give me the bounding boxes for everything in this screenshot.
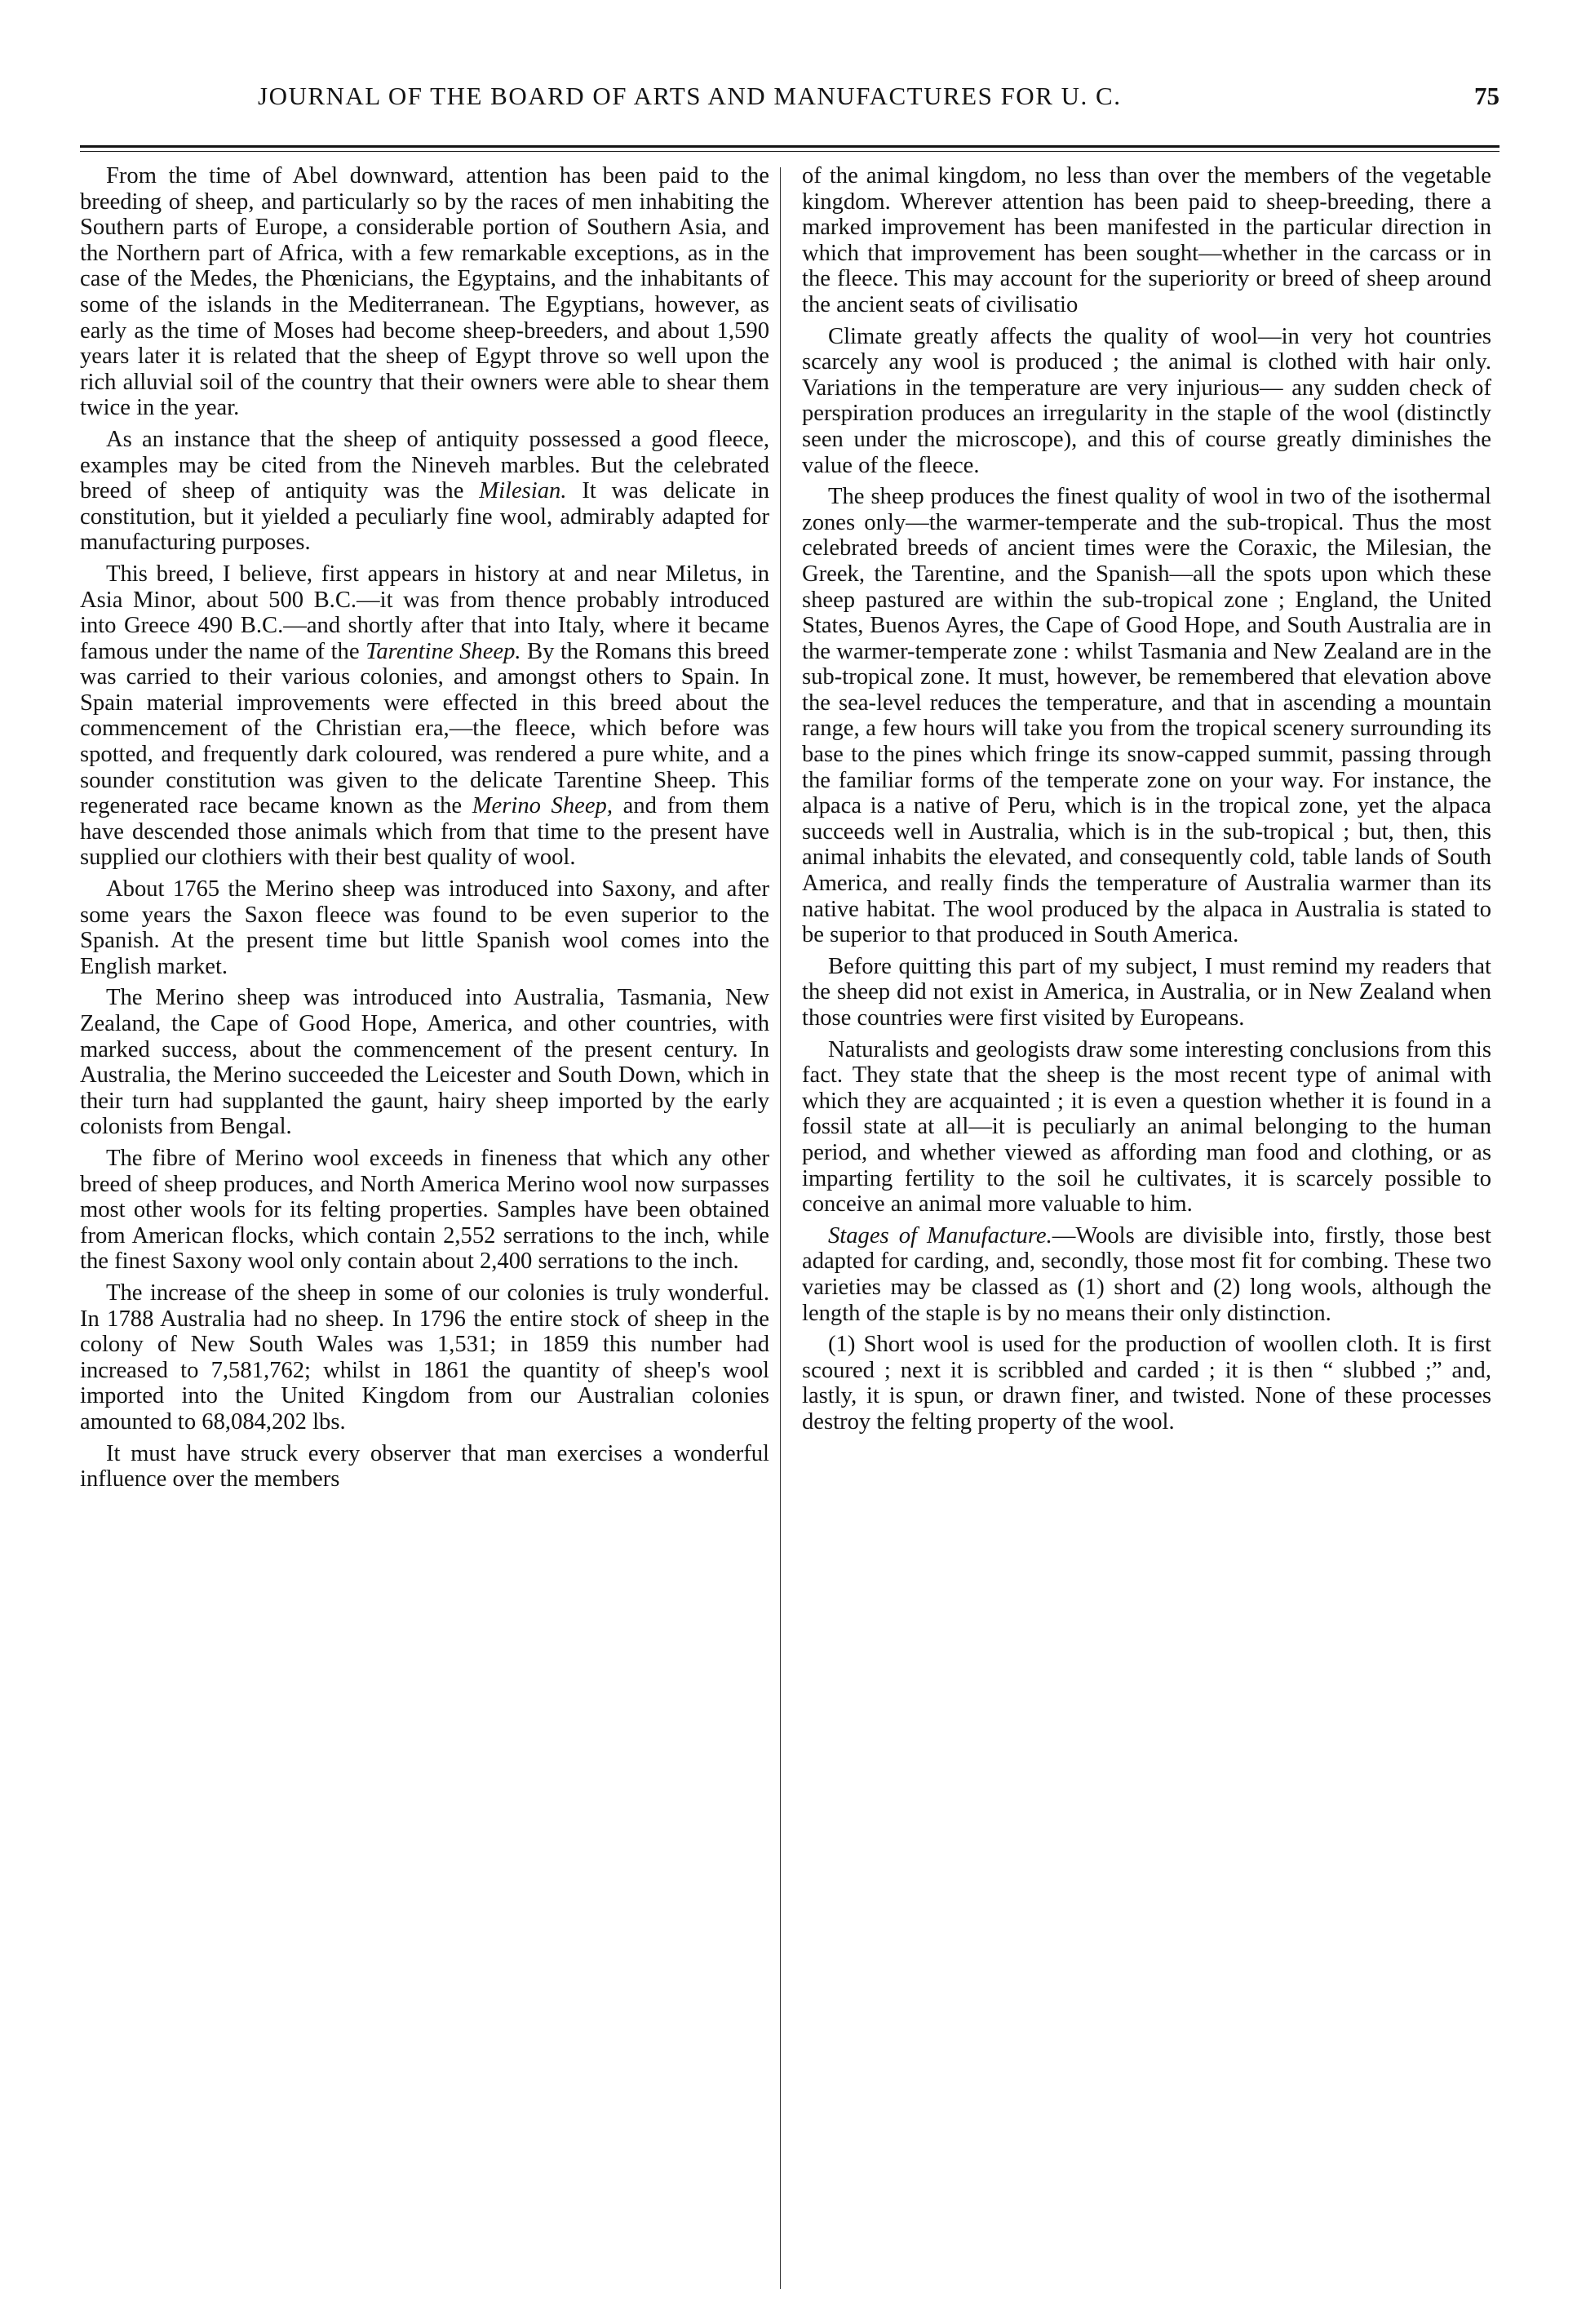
paragraph: From the time of Abel downward, attention has been paid to the breeding of sheep, and particularly so by the races of men inhabiting the Southern parts of Europe, a considerable portion of Southern Asia, and the Northern part of Africa, with a few remarkable exceptions, as in the case of the Medes, the Phœnicians, the Egyptains, and the inhabitants of some of the islands in the Mediterranean. The Egyptians, however, as early as the time of Moses had become sheep-breeders, and about 1,590 years later it is related that the sheep of Egypt throve so well upon the rich alluvial soil of the country that their owners were able to shear them twice in the year. [80,163,769,421]
page-number: 75 [1474,82,1499,110]
paragraph: The increase of the sheep in some of our colonies is truly wonderful. In 1788 Australia had no sheep. In 1796 the entire stock of sheep in the colony of New South Wales was 1,531; in 1859 this number had increased to 7,581,762; whilst in 1861 the quantity of sheep's wool imported into the United Kingdom from our Australian colonies amounted to 68,084,202 lbs. [80,1280,769,1435]
paragraph: The Merino sheep was introduced into Australia, Tasmania, New Zealand, the Cape of Good Hope, America, and other countries, with marked success, about the commencement of the present century. In Australia, the Merino succeeded the Leicester and South Down, which in their turn had supplanted the gaunt, hairy sheep imported by the early colonists from Bengal. [80,985,769,1140]
paragraph: About 1765 the Merino sheep was introduced into Saxony, and after some years the Saxon fleece was found to be even superior to the Spanish. At the present time but little Spanish wool comes into the English market. [80,876,769,979]
paragraph: As an instance that the sheep of antiquity possessed a good fleece, examples may be cited from the Nineveh marbles. But the celebrated breed of sheep of antiquity was the Milesian. It was delicate in constitution, but it yielded a peculiarly fine wool, admirably adapted for manufacturing purposes. [80,426,769,556]
paragraph: It must have struck every observer that man exercises a wonderful influence over the members [80,1440,769,1492]
journal-title: JOURNAL OF THE BOARD OF ARTS AND MANUFACTURES FOR U. C. [258,82,1122,110]
paragraph: The sheep produces the finest quality of wool in two of the isothermal zones only—the warmer-temperate and the sub-tropical. Thus the most celebrated breeds of ancient times were the Coraxic, the Milesian, the Greek, the Tarentine, and the Spanish—all the spots upon which these sheep pastured are within the sub-tropical zone ; England, the United States, Buenos Ayres, the Cape of Good Hope, and South Australia are in the warmer-temperate zone : whilst Tasmania and New Zealand are in the sub-tropical zone. It must, however, be remembered that elevation above the sea-level reduces the temperature, and that in ascending a mountain range, a few hours will take you from the tropical scenery surrounding its base to the pines which fringe its snow-capped summit, passing through the familiar forms of the temperate zone on your way. For instance, the alpaca is a native of Peru, which is in the tropical zone, yet the alpaca succeeds well in Australia, which is in the sub-tropical ; but, then, this animal inhabits the elevated, and consequently cold, table lands of South America, and really finds the temperature of Australia warmer than its native habitat. The wool produced by the alpaca in Australia is stated to be superior to that produced in South America. [802,484,1491,948]
header-rule-thin [80,151,1499,152]
right-column [802,163,1491,1441]
paragraph: Before quitting this part of my subject, I must remind my readers that the sheep did not exist in America, in Australia, or in New Zealand when those countries were first visited by Europeans. [802,953,1491,1031]
paragraph: The fibre of Merino wool exceeds in fineness that which any other breed of sheep produces, and North America Merino wool now surpasses most other wools for its felting properties. Samples have been obtained from American flocks, which contain 2,552 serrations to the inch, while the finest Saxony wool only contain about 2,400 serrations to the inch. [80,1145,769,1275]
column-divider [780,167,781,2289]
left-column [80,163,769,1498]
paragraph: This breed, I believe, first appears in history at and near Miletus, in Asia Minor, about 500 B.C.—it was from thence probably introduced into Greece 490 B.C.—and shortly after that into Italy, where it became famous under the name of the Tarentine Sheep. By the Romans this breed was carried to their various colonies, and amongst others to Spain. In Spain material improvements were effected in this breed about the commencement of the Christian era,—the fleece, which before was spotted, and frequently dark coloured, was rendered a pure white, and a sounder constitution was given to the delicate Tarentine Sheep. This regenerated race became known as the Merino Sheep, and from them have descended those animals which from that time to the present have supplied our clothiers with their best quality of wool. [80,561,770,871]
running-header [80,82,1499,131]
paragraph: Naturalists and geologists draw some interesting conclusions from this fact. They state that the sheep is the most recent type of animal with which they are acquainted ; it is even a question whether it is found in a fossil state at all—it is peculiarly an animal belonging to the human period, and whether viewed as affording man food and clothing, or as imparting fertility to the soil he cultivates, it is scarcely possible to conceive an animal more valuable to him. [802,1036,1491,1217]
header-rule-thick [80,145,1499,148]
paragraph: (1) Short wool is used for the production of woollen cloth. It is first scoured ; next it is scribbled and carded ; it is then “ slubbed ;” and, lastly, it is spun, or drawn finer, and twisted. None of these processes destroy the felting property of the wool. [802,1332,1491,1435]
paragraph: Stages of Manufacture.—Wools are divisible into, firstly, those best adapted for carding, and, secondly, those most fit for combing. These two varieties may be classed as (1) short and (2) long wools, although the length of the staple is by no means their only distinction. [802,1222,1491,1326]
paragraph: of the animal kingdom, no less than over the members of the vegetable kingdom. Wherever attention has been paid to sheep-breeding, there a marked improvement has been manifested in the particular direction in which that improvement has been sought—whether in the carcass or in the fleece. This may account for the superiority or breed of sheep around the ancient seats of civilisatio [802,163,1491,317]
paragraph: Climate greatly affects the quality of wool—in very hot countries scarcely any wool is produced ; the animal is clothed with hair only. Variations in the temperature are very injurious— any sudden check of perspiration produces an irregularity in the staple of the wool (distinctly seen under the microscope), and this of course greatly diminishes the value of the fleece. [802,323,1491,478]
